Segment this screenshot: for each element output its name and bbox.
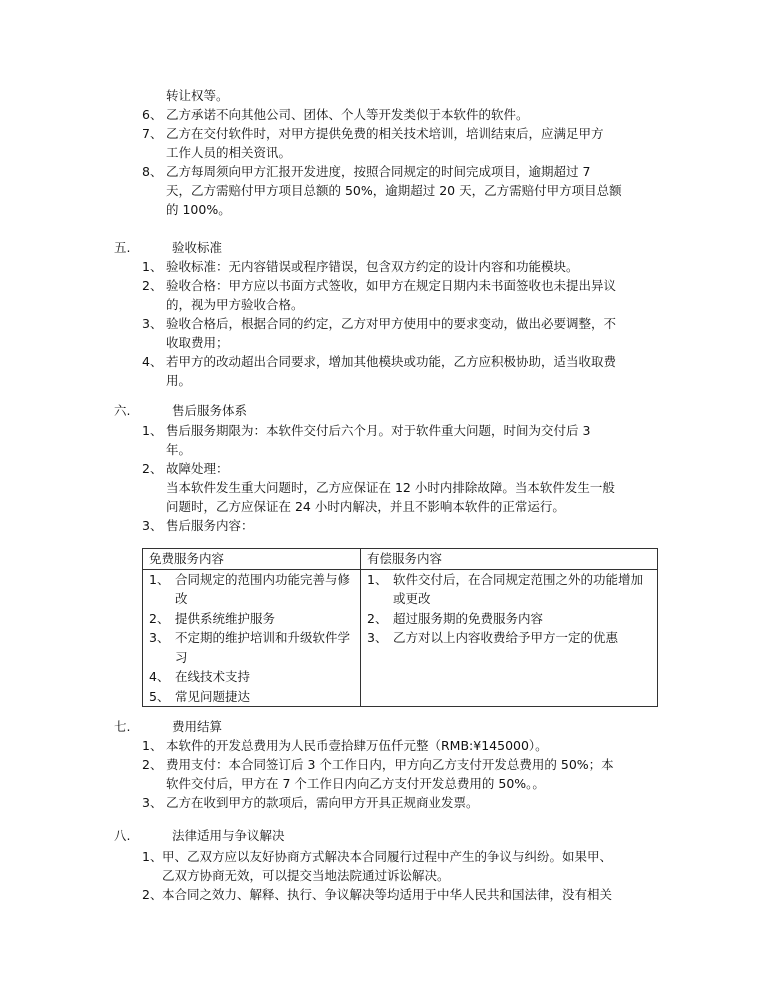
section-heading-5 [114,238,222,257]
section-number: 六. [114,403,131,418]
sec5-item4-text: 用。 [166,373,192,388]
sec4-item7-text: 乙方在交付软件时，对甲方提供免费的相关技术培训，培训结束后，应满足甲方 [166,126,604,141]
sec7-item3-num: 3、 [142,795,163,810]
sec7-item1-text: 本软件的开发总费用为人民币壹拾肆万伍仟元整（RMB:¥145000）。 [166,738,548,753]
paid-service-cell [361,569,658,707]
sec5-item2-text: 验收合格：甲方应以书面方式签收，如甲方在规定日期内未书面签收也未提出异议 [166,278,617,293]
sec5-item4-num: 4、 [142,354,163,369]
sec4-item8-num: 8、 [142,164,163,179]
sec8-item1-text: 乙双方协商无效，可以提交当地法院通过诉讼解决。 [162,868,450,883]
sec5-item2-text: 的，视为甲方验收合格。 [166,297,304,312]
section-title: 费用结算 [172,719,223,734]
section-heading-8 [114,826,285,845]
sec4-item8-text: 乙方每周须向甲方汇报开发进度，按照合同规定的时间完成项目，逾期超过 7 [166,164,591,179]
sec8-item1-text: 甲、乙双方应以友好协商方式解决本合同履行过程中产生的争议与纠纷。如果甲、 [162,849,613,864]
section-heading-6 [114,401,247,420]
sec7-item1-num: 1、 [142,738,163,753]
sec6-item1-num: 1、 [142,423,163,438]
sec5-item1-text: 验收标准：无内容错误或程序错误，包含双方约定的设计内容和功能模块。 [166,259,579,274]
sec5-item3-text: 收取费用； [166,335,229,350]
sec6-item2-text: 问题时，乙方应保证在 24 小时内解决，并且不影响本软件的正常运行。 [166,499,565,514]
section-title: 法律适用与争议解决 [172,828,285,843]
free-service-cell [143,569,361,707]
sec5-item1-num: 1、 [142,259,163,274]
sec4-item8-text: 的 100%。 [166,202,231,217]
sec4-continuation: 转让权等。 [166,88,229,103]
sec4-item6-num: 6、 [142,107,163,122]
sec7-item2-text: 软件交付后，甲方在 7 个工作日内向乙方支付开发总费用的 50%。。 [166,776,545,791]
service-table [142,548,658,707]
sec6-item3-text: 售后服务内容： [166,518,254,533]
list-item: 3、 不定期的维护培训和升级软件学习 [149,630,351,665]
list-item: 3、 乙方对以上内容收费给予甲方一定的优惠 [367,630,619,645]
section-number: 五. [114,240,131,255]
sec4-item6-text: 乙方承诺不向其他公司、团体、个人等开发类似于本软件的软件。 [166,107,529,122]
sec4-item7-text: 工作人员的相关资讯。 [166,145,292,160]
list-item: 2、 超过服务期的免费服务内容 [367,610,544,626]
sec5-item3-num: 3、 [142,316,163,331]
sec7-item2-num: 2、 [142,757,163,772]
sec6-item2-num: 2、 [142,461,163,476]
sec8-item2-num: 2、 [142,887,163,902]
list-item: 5、 常见问题捷达 [149,688,251,704]
sec5-item3-text: 验收合格后，根据合同的约定，乙方对甲方使用中的要求变动，做出必要调整，不 [166,316,617,331]
sec8-item2-text: 本合同之效力、解释、执行、争议解决等均适用于中华人民共和国法律，没有相关 [162,887,613,902]
sec6-item1-text: 售后服务期限为：本软件交付后六个月。对于软件重大问题，时间为交付后 3 [166,423,591,438]
free-service-header: 免费服务内容 [143,549,361,570]
sec8-item1-num: 1、 [142,849,163,864]
sec5-item4-text: 若甲方的改动超出合同要求，增加其他模块或功能，乙方应积极协助，适当收取费 [166,354,617,369]
list-item: 1、 合同规定的范围内功能完善与修改 [149,571,351,606]
list-item: 1、 软件交付后，在合同规定范围之外的功能增加或更改 [367,571,644,606]
sec7-item3-text: 乙方在收到甲方的款项后，需向甲方开具正规商业发票。 [166,795,479,810]
section-number: 七. [114,719,131,734]
list-item: 2、 提供系统维护服务 [149,610,276,626]
list-item: 4、 在线技术支持 [149,669,251,684]
sec4-item7-num: 7、 [142,126,163,141]
section-heading-7 [114,717,222,736]
section-number: 八. [114,828,131,843]
sec7-item2-text: 费用支付：本合同签订后 3 个工作日内，甲方向乙方支付开发总费用的 50%；本 [166,757,614,772]
paid-service-header: 有偿服务内容 [361,549,658,570]
sec6-item2-text: 故障处理： [166,461,229,476]
sec6-item1-text: 年。 [166,442,192,457]
section-title: 售后服务体系 [172,403,248,418]
sec5-item2-num: 2、 [142,278,163,293]
sec4-item8-text: 天，乙方需赔付甲方项目总额的 50%，逾期超过 20 天，乙方需赔付甲方项目总额 [166,183,622,198]
sec6-item3-num: 3、 [142,518,163,533]
sec6-item2-text: 当本软件发生重大问题时，乙方应保证在 12 小时内排除故障。当本软件发生一般 [166,480,615,495]
section-title: 验收标准 [172,240,223,255]
